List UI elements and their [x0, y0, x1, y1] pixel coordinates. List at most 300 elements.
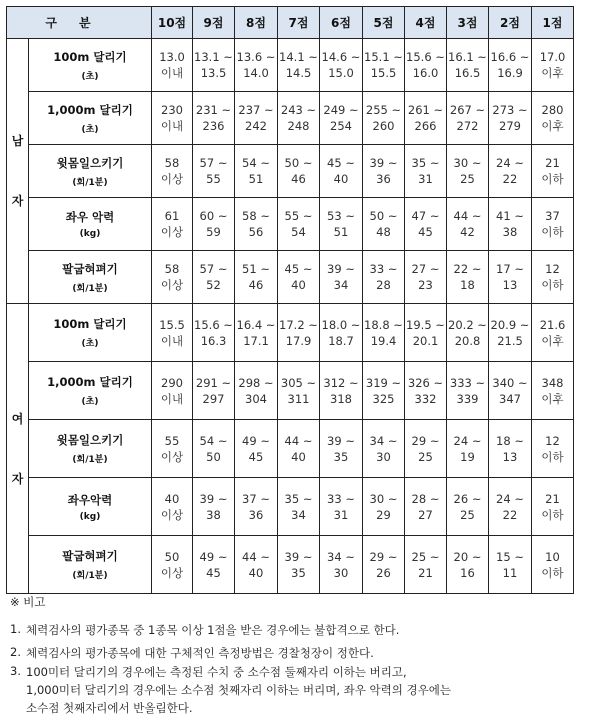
score-range-end: 20.8	[454, 333, 481, 348]
score-range-start: 41 ~	[496, 209, 524, 223]
score-cell	[320, 536, 363, 594]
score-cell	[152, 39, 193, 92]
score-range-start: 53 ~	[327, 209, 355, 223]
score-range-start: 35 ~	[284, 491, 313, 506]
score-cell	[489, 362, 532, 420]
score-cell	[363, 251, 405, 304]
header-category: 구분	[7, 7, 152, 39]
score-cell	[193, 362, 235, 420]
table-row	[7, 39, 574, 92]
score-cell	[235, 198, 278, 251]
score-cell	[532, 198, 574, 251]
score-cell	[489, 145, 532, 198]
score-range-start: 18 ~	[496, 433, 524, 448]
score-range-end: 23	[418, 278, 433, 292]
event-unit: (kg)	[79, 229, 101, 239]
event-unit: (kg)	[79, 511, 101, 522]
event-name: 1,000m 달리기	[47, 375, 133, 389]
event-cell	[29, 39, 152, 92]
score-range-end: 266	[414, 119, 437, 133]
score-cell	[152, 420, 193, 478]
score-cell	[320, 39, 363, 92]
score-range-start: 49 ~	[242, 433, 270, 448]
score-cell	[278, 92, 320, 145]
score-cell	[235, 145, 278, 198]
score-range-start: 340 ~	[492, 375, 528, 390]
score-range-end: 35	[291, 565, 306, 580]
score-cell	[405, 304, 447, 362]
note-line: 100미터 달리기의 경우에는 측정된 수치 중 소수점 둘째자리 이하는 버리고,	[26, 665, 407, 679]
score-range-end: 이상	[160, 449, 184, 464]
score-cell	[405, 39, 447, 92]
score-cell	[320, 92, 363, 145]
score-range-start: 37 ~	[242, 491, 270, 506]
score-range-start: 22 ~	[453, 262, 482, 276]
score-range-end: 248	[287, 119, 310, 133]
score-cell	[532, 420, 574, 478]
event-unit: (초)	[81, 397, 99, 407]
score-range-end: 이상	[160, 278, 184, 292]
score-range-start: 26 ~	[453, 491, 482, 506]
note-line: 체력검사의 평가종목 중 1종목 이상 1점을 받은 경우에는 불합격으로 한다.	[26, 623, 400, 637]
score-cell	[320, 145, 363, 198]
event-unit: (초)	[81, 339, 99, 349]
score-cell	[152, 304, 193, 362]
score-range-end: 34	[333, 278, 349, 292]
score-range-end: 16	[460, 565, 475, 580]
score-cell	[447, 92, 489, 145]
score-range-end: 36	[248, 507, 264, 522]
score-range-start: 60 ~	[199, 209, 228, 223]
event-name: 윗몸일으키기	[56, 433, 124, 447]
gender-char: 남	[11, 134, 24, 148]
score-range-end: 36	[376, 172, 391, 186]
score-range-start: 14.6 ~	[321, 50, 361, 64]
event-name: 1,000m 달리기	[47, 102, 133, 117]
score-range-start: 57 ~	[199, 262, 228, 276]
score-range-end: 이하	[541, 172, 564, 186]
score-range-end: 46	[248, 278, 264, 292]
score-cell	[447, 198, 489, 251]
score-range-end: 40	[248, 565, 264, 580]
header-score: 5점	[363, 7, 405, 39]
event-name: 100m 달리기	[53, 49, 127, 64]
score-range-end: 이하	[541, 507, 564, 522]
score-range-end: 311	[287, 391, 310, 406]
score-range-start: 50 ~	[369, 209, 398, 223]
score-range-end: 18	[460, 278, 475, 292]
note-number: 3.	[10, 664, 21, 678]
score-range-end: 27	[418, 507, 433, 522]
score-range-start: 18.8 ~	[364, 317, 403, 332]
score-range-start: 12	[545, 433, 560, 448]
score-range-end: 이상	[160, 507, 184, 522]
score-cell	[405, 251, 447, 304]
event-name: 100m 달리기	[53, 317, 127, 331]
score-range-start: 267 ~	[449, 103, 486, 117]
event-name: 팔굽혀펴기	[62, 261, 118, 276]
score-cell	[532, 362, 574, 420]
table-row	[7, 478, 574, 536]
score-range-start: 37	[545, 209, 560, 223]
score-cell	[320, 478, 363, 536]
score-range-end: 297	[202, 391, 225, 406]
score-cell	[532, 92, 574, 145]
score-range-start: 58	[164, 156, 180, 170]
score-range-start: 12	[545, 262, 560, 276]
score-range-end: 48	[376, 225, 391, 239]
score-range-start: 348	[541, 375, 564, 390]
score-range-start: 20 ~	[453, 549, 482, 564]
gender-cell	[7, 39, 29, 304]
score-range-start: 35 ~	[411, 156, 440, 170]
score-cell	[193, 92, 235, 145]
score-range-end: 13.5	[200, 66, 227, 80]
score-cell	[235, 478, 278, 536]
table-body	[7, 39, 574, 594]
score-cell	[152, 198, 193, 251]
score-range-start: 55 ~	[284, 209, 313, 223]
header-score: 1점	[532, 7, 574, 39]
score-table	[6, 6, 574, 594]
score-cell	[405, 145, 447, 198]
score-range-start: 25 ~	[411, 549, 440, 564]
table-row	[7, 145, 574, 198]
score-range-start: 45 ~	[327, 156, 355, 170]
score-range-start: 39 ~	[284, 549, 313, 564]
score-range-end: 254	[330, 119, 352, 133]
score-cell	[363, 478, 405, 536]
score-range-end: 38	[206, 507, 221, 522]
score-range-start: 39 ~	[327, 262, 355, 276]
score-range-end: 272	[456, 119, 479, 133]
score-cell	[193, 251, 235, 304]
score-range-start: 21	[545, 156, 560, 170]
score-cell	[489, 304, 532, 362]
score-range-start: 61	[164, 209, 180, 223]
score-cell	[152, 478, 193, 536]
score-cell	[532, 145, 574, 198]
score-range-start: 54 ~	[199, 433, 228, 448]
score-range-end: 332	[414, 391, 437, 406]
score-range-end: 이후	[541, 119, 564, 133]
score-range-start: 44 ~	[242, 549, 270, 564]
score-range-start: 255 ~	[365, 103, 402, 117]
score-range-start: 230	[161, 103, 183, 117]
score-range-end: 325	[372, 391, 395, 406]
score-range-start: 13.6 ~	[236, 50, 276, 64]
score-cell	[363, 362, 405, 420]
score-cell	[320, 198, 363, 251]
table-row	[7, 420, 574, 478]
score-cell	[363, 420, 405, 478]
score-cell	[320, 304, 363, 362]
score-range-start: 319 ~	[365, 375, 402, 390]
header-score: 6점	[320, 7, 363, 39]
event-unit: (회/1분)	[72, 455, 108, 465]
event-cell	[29, 251, 152, 304]
score-range-start: 39 ~	[199, 491, 228, 506]
score-cell	[532, 478, 574, 536]
note-number: 2.	[10, 645, 21, 659]
score-range-end: 242	[245, 119, 267, 133]
score-range-end: 이하	[541, 449, 564, 464]
score-cell	[278, 198, 320, 251]
score-range-end: 28	[376, 278, 391, 292]
score-range-start: 261 ~	[407, 103, 444, 117]
score-cell	[193, 39, 235, 92]
event-cell	[29, 304, 152, 362]
score-range-start: 33 ~	[327, 491, 355, 506]
score-cell	[235, 251, 278, 304]
score-range-end: 22	[502, 172, 518, 186]
score-range-start: 24 ~	[453, 433, 482, 448]
score-cell	[320, 420, 363, 478]
header-score: 2점	[489, 7, 532, 39]
score-cell	[405, 536, 447, 594]
score-cell	[152, 145, 193, 198]
table-row	[7, 304, 574, 362]
score-range-start: 231 ~	[195, 103, 232, 117]
score-cell	[152, 362, 193, 420]
note-line: 체력검사의 평가종목에 대한 구체적인 측정방법은 경찰청장이 정한다.	[26, 646, 374, 660]
header-score: 10점	[152, 7, 193, 39]
score-cell	[405, 478, 447, 536]
score-range-end: 14.0	[243, 66, 269, 80]
gender-char: 자	[11, 194, 24, 208]
score-range-end: 15.5	[370, 66, 397, 80]
score-range-start: 18.0 ~	[321, 317, 361, 332]
score-range-start: 15.1 ~	[364, 50, 403, 64]
score-cell	[489, 198, 532, 251]
score-range-start: 243 ~	[280, 103, 317, 117]
score-range-end: 45	[248, 449, 264, 464]
header-row	[7, 7, 574, 39]
score-range-start: 17 ~	[496, 262, 524, 276]
score-range-end: 25	[418, 449, 433, 464]
header-score: 7점	[278, 7, 320, 39]
score-range-end: 20.1	[412, 333, 439, 348]
score-cell	[532, 536, 574, 594]
score-range-start: 333 ~	[449, 375, 486, 390]
score-cell	[489, 251, 532, 304]
score-range-end: 16.3	[200, 333, 227, 348]
score-range-end: 25	[460, 507, 475, 522]
score-range-start: 16.1 ~	[448, 50, 487, 64]
score-range-end: 51	[333, 225, 349, 239]
score-cell	[235, 362, 278, 420]
score-range-end: 26	[376, 565, 391, 580]
score-cell	[489, 39, 532, 92]
score-cell	[193, 478, 235, 536]
score-range-start: 34 ~	[369, 433, 398, 448]
score-cell	[447, 251, 489, 304]
score-range-end: 이하	[541, 278, 564, 292]
event-cell	[29, 478, 152, 536]
score-range-end: 35	[333, 449, 349, 464]
score-range-end: 이상	[160, 565, 184, 580]
score-cell	[447, 478, 489, 536]
score-range-end: 52	[206, 278, 221, 292]
score-cell	[278, 304, 320, 362]
score-range-start: 55	[164, 433, 180, 448]
score-cell	[193, 304, 235, 362]
score-range-start: 19.5 ~	[406, 317, 445, 332]
header-score: 8점	[235, 7, 278, 39]
score-range-start: 57 ~	[199, 156, 228, 170]
notes-heading: ※ 비고	[10, 595, 46, 609]
score-range-end: 38	[502, 225, 518, 239]
table-row	[7, 362, 574, 420]
score-range-end: 46	[291, 172, 306, 186]
score-range-end: 이후	[541, 333, 564, 348]
score-range-end: 318	[330, 391, 352, 406]
score-range-start: 30 ~	[453, 156, 482, 170]
score-range-end: 25	[460, 172, 475, 186]
score-range-end: 34	[291, 507, 306, 522]
score-range-start: 47 ~	[411, 209, 440, 223]
score-range-start: 30 ~	[369, 491, 398, 506]
score-range-end: 16.5	[454, 66, 481, 80]
score-range-end: 15.0	[328, 66, 354, 80]
score-range-start: 13.1 ~	[194, 50, 233, 64]
event-cell	[29, 420, 152, 478]
score-cell	[363, 39, 405, 92]
score-cell	[363, 304, 405, 362]
score-range-end: 이상	[160, 172, 184, 186]
score-range-start: 280	[541, 103, 564, 117]
score-range-end: 이내	[160, 391, 184, 406]
score-cell	[532, 39, 574, 92]
score-range-start: 290	[161, 375, 183, 390]
score-range-end: 40	[333, 172, 349, 186]
score-range-end: 54	[291, 225, 306, 239]
score-range-end: 19	[460, 449, 475, 464]
score-range-start: 27 ~	[411, 262, 440, 276]
score-cell	[489, 92, 532, 145]
score-cell	[278, 251, 320, 304]
score-cell	[363, 536, 405, 594]
score-cell	[152, 536, 193, 594]
score-cell	[489, 420, 532, 478]
score-cell	[320, 362, 363, 420]
event-name: 윗몸일으키기	[56, 155, 124, 170]
score-range-end: 이내	[160, 333, 184, 348]
score-cell	[447, 145, 489, 198]
score-cell	[532, 251, 574, 304]
score-cell	[235, 420, 278, 478]
score-range-end: 13	[502, 278, 518, 292]
score-range-end: 이내	[160, 66, 184, 80]
event-name: 좌우 악력	[65, 210, 115, 224]
score-range-end: 260	[372, 119, 395, 133]
score-range-end: 이내	[160, 119, 184, 133]
table-row	[7, 251, 574, 304]
score-cell	[447, 362, 489, 420]
score-range-start: 33 ~	[369, 262, 398, 276]
score-cell	[447, 536, 489, 594]
header-score: 4점	[405, 7, 447, 39]
score-range-end: 45	[418, 225, 433, 239]
score-range-start: 51 ~	[242, 262, 270, 276]
score-range-start: 273 ~	[492, 103, 528, 117]
score-range-end: 29	[376, 507, 391, 522]
score-range-end: 279	[499, 119, 521, 133]
score-range-end: 40	[291, 278, 306, 292]
score-range-start: 58	[164, 262, 180, 276]
score-range-end: 이후	[541, 66, 564, 80]
score-range-end: 이하	[541, 565, 564, 580]
score-range-start: 28 ~	[411, 491, 440, 506]
score-range-end: 14.5	[285, 66, 312, 80]
note-number: 1.	[10, 622, 21, 636]
score-range-end: 21	[418, 565, 433, 580]
score-range-end: 30	[333, 565, 349, 580]
score-range-end: 50	[206, 449, 221, 464]
score-range-start: 17.0	[539, 50, 566, 64]
score-cell	[320, 251, 363, 304]
score-range-end: 31	[418, 172, 433, 186]
score-range-start: 50 ~	[284, 156, 313, 170]
score-range-start: 40	[164, 491, 180, 506]
score-cell	[278, 362, 320, 420]
score-range-end: 17.1	[243, 333, 269, 348]
score-cell	[363, 92, 405, 145]
score-range-start: 21	[545, 491, 560, 506]
score-cell	[532, 304, 574, 362]
score-range-end: 339	[456, 391, 479, 406]
score-cell	[235, 39, 278, 92]
score-range-start: 10	[545, 549, 560, 564]
score-range-start: 15.5	[159, 317, 185, 332]
score-range-start: 16.4 ~	[236, 317, 276, 332]
score-range-start: 15 ~	[496, 549, 524, 564]
gender-cell	[7, 304, 29, 594]
score-range-start: 50	[164, 549, 180, 564]
score-range-start: 44 ~	[453, 209, 482, 223]
score-range-end: 45	[206, 565, 221, 580]
score-range-start: 49 ~	[199, 549, 228, 564]
score-range-start: 249 ~	[323, 103, 359, 117]
score-cell	[278, 145, 320, 198]
score-cell	[193, 536, 235, 594]
gender-char: 여	[11, 411, 24, 426]
score-range-end: 55	[206, 172, 221, 186]
score-range-end: 22	[502, 507, 518, 522]
score-range-end: 42	[460, 225, 475, 239]
score-range-start: 312 ~	[323, 375, 359, 390]
score-cell	[278, 536, 320, 594]
score-range-start: 44 ~	[284, 433, 313, 448]
table-row	[7, 536, 574, 594]
event-unit: (초)	[81, 124, 99, 135]
score-range-start: 16.6 ~	[490, 50, 530, 64]
score-range-start: 237 ~	[238, 103, 274, 117]
score-range-end: 30	[376, 449, 391, 464]
score-cell	[193, 420, 235, 478]
score-range-start: 15.6 ~	[194, 317, 233, 332]
score-range-start: 45 ~	[284, 262, 313, 276]
score-range-start: 29 ~	[411, 433, 440, 448]
score-range-start: 58 ~	[242, 209, 270, 223]
score-range-start: 21.6	[539, 317, 566, 332]
score-range-start: 13.0	[159, 50, 185, 64]
score-cell	[278, 39, 320, 92]
score-range-start: 14.1 ~	[279, 50, 318, 64]
score-range-end: 59	[206, 225, 221, 239]
score-range-start: 34 ~	[327, 549, 355, 564]
score-range-start: 54 ~	[242, 156, 270, 170]
